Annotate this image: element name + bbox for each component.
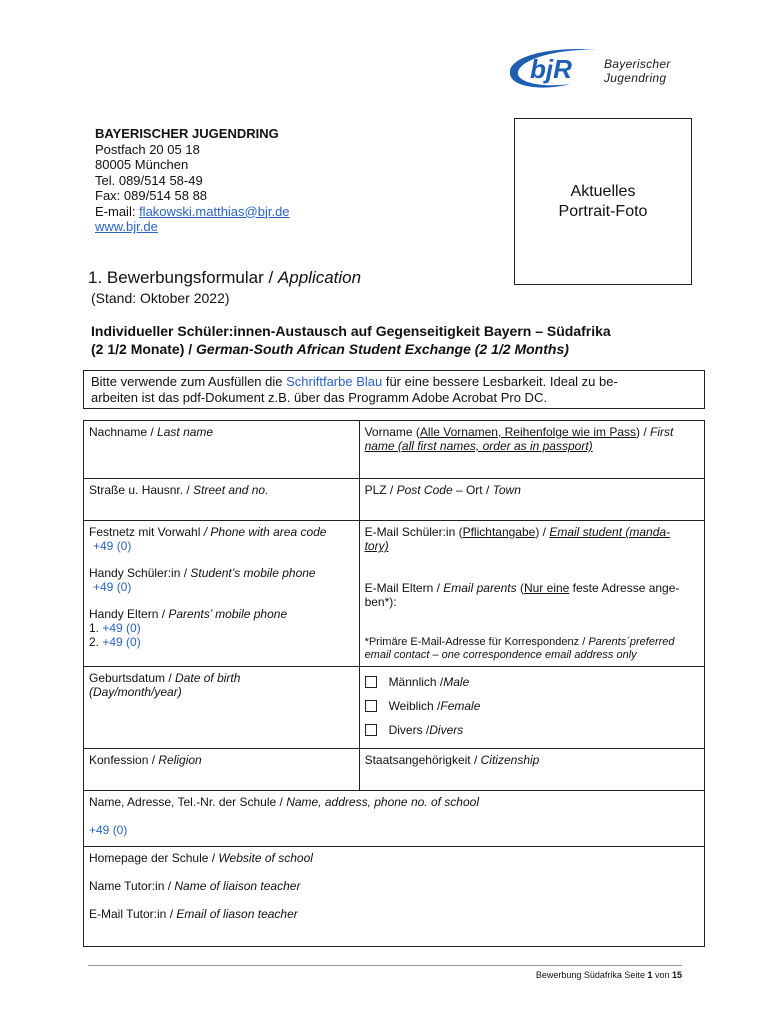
org-name: BAYERISCHER JUGENDRING bbox=[95, 126, 279, 141]
address-email-row bbox=[95, 204, 290, 220]
field-phones[interactable]: Festnetz mit Vorwahl / Phone with area code +49 (0) Handy Schüler:in / Student’s mobile phone +49 (0) Handy Eltern / Parents’ mobile phone 1. +49 (0) 2. +49 (0) bbox=[84, 521, 360, 667]
field-gender bbox=[359, 667, 704, 749]
instruction-note: Bitte verwende zum Ausfüllen die Schriftfarbe Blau für eine bessere Lesbarkeit. Ideal zu be- arbeiten ist das pdf-Dokument z.B. über das Programm Adobe Acrobat Pro DC. bbox=[83, 370, 705, 409]
portrait-photo-box[interactable] bbox=[514, 118, 692, 285]
address-line-2: 80005 München bbox=[95, 157, 189, 172]
student-mobile-prefix: +49 (0) bbox=[93, 580, 132, 594]
photo-label-1: Aktuelles bbox=[570, 182, 636, 200]
field-postcode-town[interactable]: PLZ / Post Code – Ort / Town bbox=[359, 479, 704, 521]
logo-line-2: Jugendring bbox=[604, 71, 667, 85]
program-title: Individueller Schüler:innen-Austausch auf Gegenseitigkeit Bayern – Südafrika (2 1/2 Monate) / German-South African Student Exchange (2 1/2 Months) bbox=[91, 323, 611, 357]
bjr-logo-mark bbox=[500, 42, 600, 92]
checkbox-male[interactable] bbox=[365, 676, 377, 688]
website-link[interactable]: www.bjr.de bbox=[95, 219, 158, 234]
gender-option-female[interactable]: Weiblich / Female bbox=[365, 699, 699, 713]
email-link[interactable]: flakowski.matthias@bjr.de bbox=[139, 203, 290, 219]
photo-label-2: Portrait-Foto bbox=[558, 202, 648, 220]
field-first-name[interactable]: Vorname (Alle Vornamen, Reihenfolge wie im Pass) / First name (all first names, order as in passport) bbox=[359, 421, 704, 479]
email-prefix: E-mail: bbox=[95, 203, 140, 219]
svg-text:bjR: bjR bbox=[530, 54, 572, 84]
field-last-name[interactable]: Nachname / Last name bbox=[84, 421, 360, 479]
field-birth-date[interactable]: Geburtsdatum / Date of birth (Day/month/year) bbox=[84, 667, 360, 749]
footer-divider bbox=[88, 965, 682, 966]
form-title: 1. Bewerbungsformular / Application bbox=[88, 268, 362, 287]
field-school-tutor[interactable]: Homepage der Schule / Website of school Name Tutor:in / Name of liaison teacher E-Mail Tutor:in / Email of liason teacher bbox=[84, 847, 705, 947]
address-line-1: Postfach 20 05 18 bbox=[95, 141, 200, 157]
address-block bbox=[95, 126, 290, 235]
phone-prefix: +49 (0) bbox=[93, 539, 132, 553]
logo-line-1: Bayerischer bbox=[604, 57, 671, 71]
page-footer: Bewerbung Südafrika Seite 1 von 15 bbox=[535, 970, 682, 980]
address-tel: Tel. 089/514 58-49 bbox=[95, 172, 203, 188]
form-version: (Stand: Oktober 2022) bbox=[91, 290, 230, 306]
checkbox-female[interactable] bbox=[365, 700, 377, 712]
field-religion[interactable]: Konfession / Religion bbox=[84, 749, 360, 791]
field-emails[interactable]: E-Mail Schüler:in (Pflichtangabe) / Email student (manda- tory) E-Mail Eltern / Email parents (Nur eine feste Adresse ange- ben*): *Primäre E-Mail-Adresse für Korrespondenz / Parents´preferred email contact – one correspondence email address only bbox=[359, 521, 704, 667]
address-fax: Fax: 089/514 58 88 bbox=[95, 188, 208, 203]
field-school[interactable]: Name, Adresse, Tel.-Nr. der Schule / Name, address, phone no. of school +49 (0) bbox=[84, 791, 705, 847]
field-citizenship[interactable]: Staatsangehörigkeit / Citizenship bbox=[359, 749, 704, 791]
bjr-logo bbox=[500, 42, 690, 92]
checkbox-divers[interactable] bbox=[365, 724, 377, 736]
application-form bbox=[83, 420, 705, 947]
field-street[interactable]: Straße u. Hausnr. / Street and no. bbox=[84, 479, 360, 521]
gender-option-divers[interactable]: Divers / Divers bbox=[365, 723, 699, 737]
school-phone-prefix: +49 (0) bbox=[89, 823, 128, 837]
gender-option-male[interactable]: Männlich / Male bbox=[365, 675, 699, 689]
